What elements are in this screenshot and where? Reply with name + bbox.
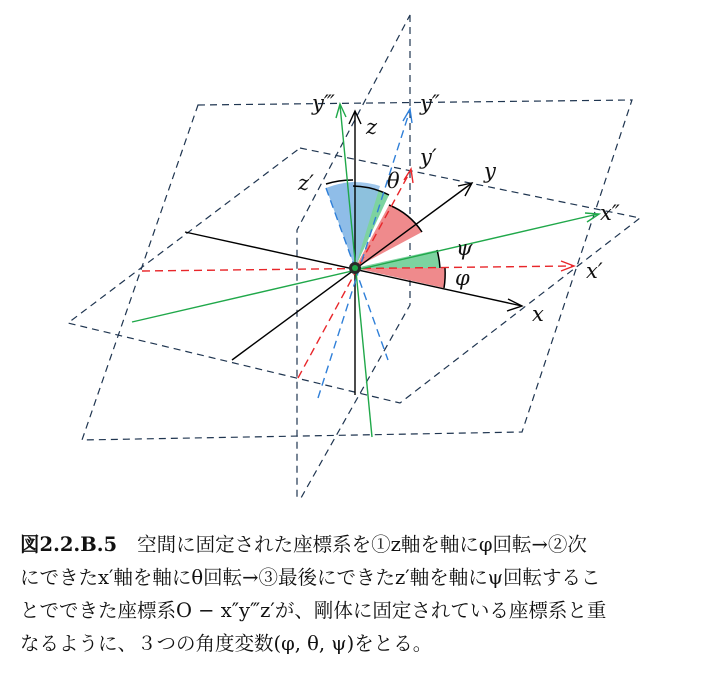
label-x: x xyxy=(532,302,544,326)
caption-text-1: 空間に固定された座標系を①z軸を軸にφ回転→②次 xyxy=(137,533,587,556)
label-y-triple-prime: y‴ xyxy=(312,91,335,115)
label-z-prime: z′ xyxy=(298,171,314,195)
label-z: z xyxy=(366,115,378,139)
y-double-prime-arrowhead xyxy=(403,109,412,123)
label-x-double-prime: x″ xyxy=(600,201,620,225)
caption-line-3: とでできた座標系O − x″y‴z′が、剛体に固定されている座標系と重 xyxy=(20,599,607,622)
label-y-prime: y′ xyxy=(420,145,437,169)
label-phi: φ xyxy=(455,266,470,290)
caption-line-1 xyxy=(20,528,710,561)
figure-number: 図2.2.B.5 xyxy=(20,533,118,556)
figure-caption xyxy=(20,528,710,660)
label-y-double-prime: y″ xyxy=(420,91,440,115)
label-theta: θ xyxy=(387,169,400,193)
caption-line-4: なるように、３つの角度変数(φ, θ, ψ)をとる。 xyxy=(20,632,433,655)
label-psi: ψ xyxy=(456,236,473,260)
x-double-prime-arrowhead xyxy=(585,213,599,222)
label-y: y xyxy=(484,159,496,183)
origin-highlight xyxy=(352,265,358,271)
caption-line-2: にできたx′軸を軸にθ回転→③最後にできたz′軸を軸にψ回転するこ xyxy=(20,566,601,589)
label-x-prime: x′ xyxy=(586,259,603,283)
phi-sector-red xyxy=(355,268,445,288)
